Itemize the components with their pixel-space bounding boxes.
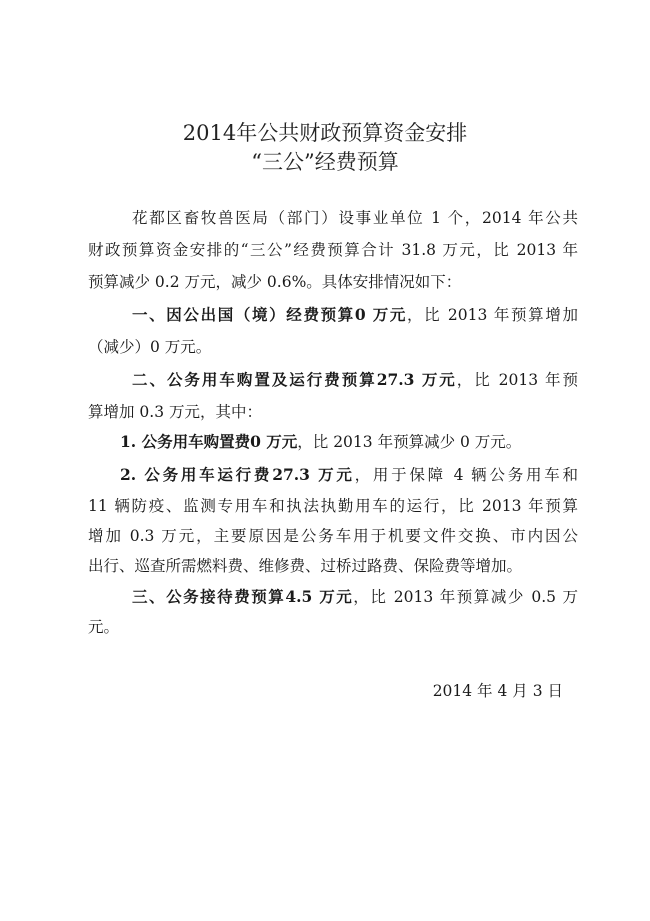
item2-2-line-2: 11 辆防疫、监测专用车和执法执勤用车的运行，比 2013 年预算 [88,497,578,515]
item3-label: 三、公务接待费预算 [132,587,286,606]
item2-line-2: 算增加 0.3 万元，其中： [88,403,263,421]
item1-line-2: （减少）0 万元。 [88,338,212,356]
item2-rest: ，比 2013 年预 [456,371,578,389]
item1-amount: 0 万元 [354,305,408,324]
item3-amount: 4.5 万元 [285,587,354,606]
item2-2-rest: ，用于保障 4 辆公务用车和 [354,466,578,484]
item1-rest: ，比 2013 年预算增加 [407,306,578,324]
intro-line-3: 预算减少 0.2 万元，减少 0.6%。具体安排情况如下： [88,273,462,291]
item2-amount: 27.3 万元 [376,370,457,389]
item2-label: 二、公务用车购置及运行费预算 [132,370,377,389]
item3-rest: ，比 2013 年预算减少 0.5 万 [353,588,578,606]
intro-line-1: 花都区畜牧兽医局（部门）设事业单位 1 个，2014 年公共 [132,209,578,227]
document-subtitle: “三公”经费预算 [251,150,399,174]
item2-2-line-4: 出行、巡查所需燃料费、维修费、过桥过路费、保险费等增加。 [88,557,523,575]
document-date: 2014 年 4 月 3 日 [432,682,563,700]
item2-2-amount: 27.3 万元 [272,465,355,484]
item2-1-line [120,432,578,452]
item2-1-amount: 0 万元 [250,432,298,451]
item2-1-label: 1. 公务用车购置费 [120,432,251,451]
item2-line-1 [132,370,578,390]
item2-1-rest: ，比 2013 年预算减少 0 万元。 [297,433,522,451]
item1-label: 一、因公出国（境）经费预算 [132,305,355,324]
item3-line-1 [132,587,578,607]
item2-2-line-1 [120,465,578,485]
intro-line-2: 财政预算资金安排的“三公”经费预算合计 31.8 万元，比 2013 年 [88,241,578,259]
item2-2-line-3: 增加 0.3 万元，主要原因是公务车用于机要文件交换、市内因公 [88,527,578,545]
document-title: 2014年公共财政预算资金安排 [182,121,468,145]
item3-line-2: 元。 [88,618,120,636]
item1-line-1 [132,305,578,325]
item2-2-label: 2. 公务用车运行费 [120,465,273,484]
